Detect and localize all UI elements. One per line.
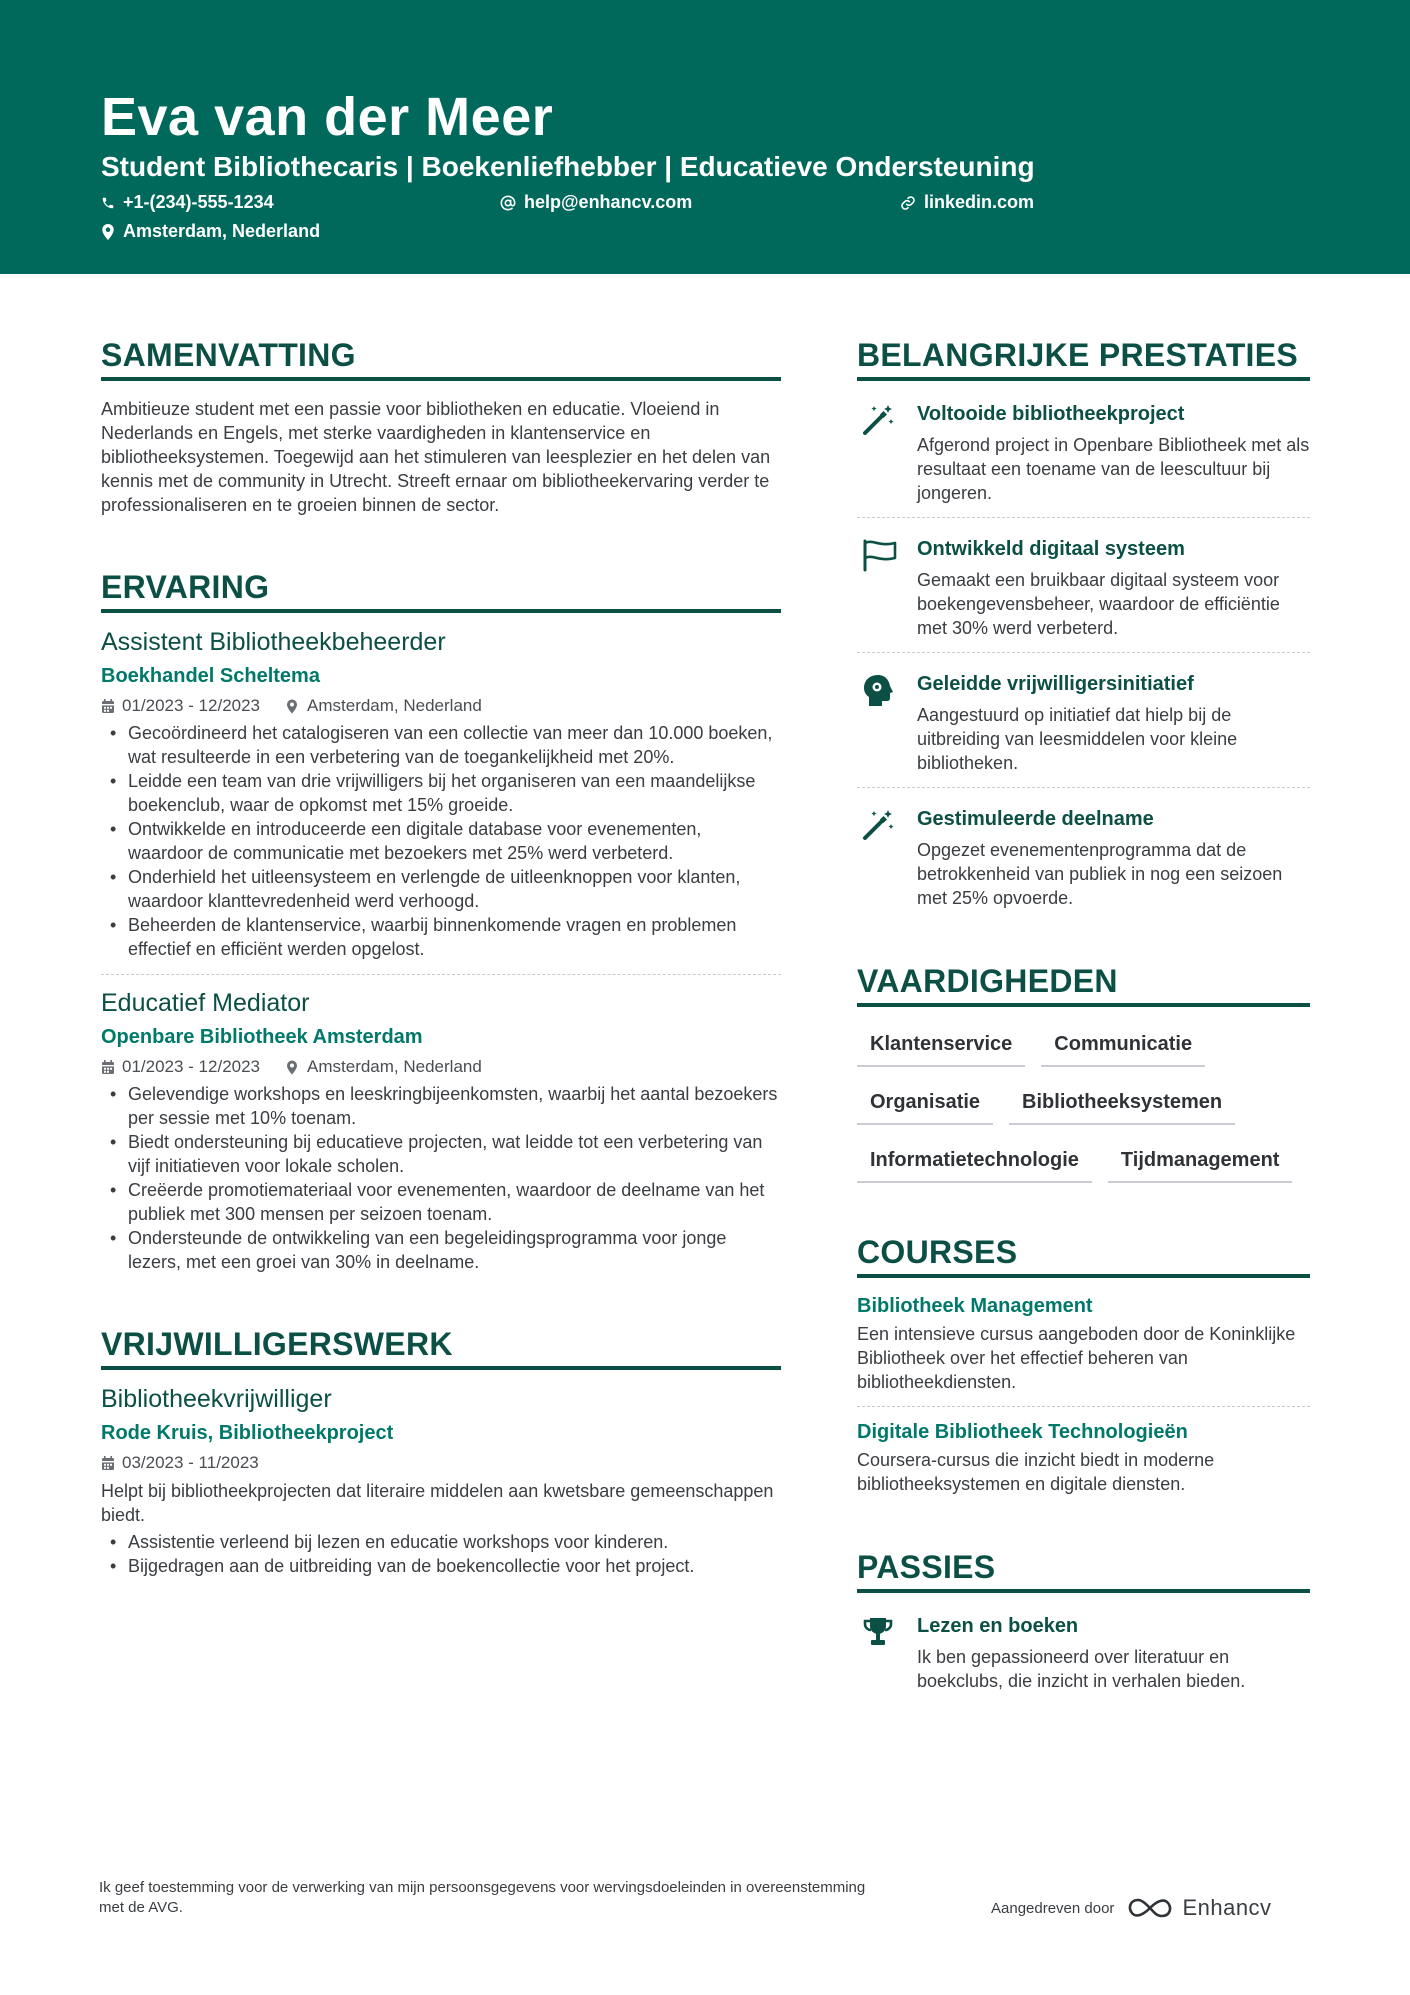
job-bullets bbox=[101, 721, 781, 961]
entry-divider bbox=[101, 974, 781, 975]
volunteer-org: Rode Kruis, Bibliotheekproject bbox=[101, 1422, 394, 1444]
job-title: Assistent Bibliotheekbeheerder bbox=[101, 628, 446, 656]
achievement-desc: Gemaakt een bruikbaar digitaal systeem voor boekengevensbeheer, waardoor de efficiëntie met 30% werd verbeterd. bbox=[917, 570, 1280, 638]
linkedin-link[interactable]: linkedin.com bbox=[924, 192, 1035, 212]
course-desc: Een intensieve cursus aangeboden door de Koninklijke Bibliotheek over het effectief beheren van bibliotheekdiensten. bbox=[857, 1324, 1296, 1392]
achievement-desc: Opgezet evenementenprogramma dat de betrokkenheid van publiek in nog een seizoen met 25% opvoerde. bbox=[917, 840, 1283, 908]
experience-entry bbox=[101, 988, 781, 1274]
bullet-item: • Assistentie verleend bij lezen en educatie workshops voor kinderen. bbox=[101, 1530, 781, 1554]
company-name: Boekhandel Scheltema bbox=[101, 665, 320, 687]
location-pin-icon bbox=[286, 699, 298, 714]
volunteer-meta bbox=[101, 1452, 781, 1474]
contact-location bbox=[101, 221, 320, 242]
head-idea-icon bbox=[861, 673, 895, 709]
achievement-title: Gestimuleerde deelname bbox=[917, 808, 1154, 830]
course-title: Bibliotheek Management bbox=[857, 1295, 1093, 1317]
achievement-item bbox=[857, 536, 1310, 640]
at-sign-icon bbox=[500, 195, 516, 211]
bullet-item: • Gecoördineerd het catalogiseren van een collectie van meer dan 10.000 boeken, wat resulteerde in een verbetering van de toegankelijkheid met 20%. bbox=[101, 721, 781, 769]
volunteer-heading: VRIJWILLIGERSWERK bbox=[101, 1325, 781, 1370]
bullet-item: • Gelevendige workshops en leeskringbijeenkomsten, waarbij het aantal bezoekers per sessie met 10% toenam. bbox=[101, 1082, 781, 1130]
job-meta bbox=[101, 695, 781, 717]
calendar-icon bbox=[101, 699, 115, 714]
bullet-item: • Ontwikkelde en introduceerde een digitale database voor evenementen, waardoor de communicatie met bezoekers met 25% werd verbeterd. bbox=[101, 817, 781, 865]
magic-wand-icon bbox=[861, 808, 895, 842]
achievement-item bbox=[857, 671, 1310, 775]
brand-name: Enhancv bbox=[1182, 1895, 1272, 1920]
flag-icon bbox=[861, 538, 899, 572]
calendar-icon bbox=[101, 1060, 115, 1075]
skill-tag: Organisatie bbox=[857, 1090, 993, 1125]
course-desc: Coursera-cursus die inzicht biedt in moderne bibliotheeksystemen en digitale diensten. bbox=[857, 1450, 1215, 1494]
job-dates: 01/2023 - 12/2023 bbox=[122, 696, 261, 715]
volunteer-dates: 03/2023 - 11/2023 bbox=[122, 1453, 259, 1472]
passion-desc: Ik ben gepassioneerd over literatuur en boekclubs, die inzicht in verhalen bieden. bbox=[917, 1647, 1246, 1691]
summary-text: Ambitieuze student met een passie voor bibliotheken en educatie. Vloeiend in Nederlands en Engels, met sterke vaardigheden in klantenservice en bibliotheeksystemen. Toegewijd aan het stimuleren van leesplezier en het delen van kennis met de community in Utrecht. Streeft ernaar om bibliotheekervaring verder te professionaliseren en te groeien binnen de sector. bbox=[101, 399, 771, 515]
phone-icon bbox=[101, 196, 115, 210]
skill-tag: Informatietechnologie bbox=[857, 1148, 1092, 1183]
entry-divider bbox=[857, 1406, 1310, 1407]
job-dates: 01/2023 - 12/2023 bbox=[122, 1057, 261, 1076]
consent-text: Ik geef toestemming voor de verwerking van mijn persoonsgegevens voor wervingsdoeleinden in overeenstemming met de AVG. bbox=[99, 1879, 866, 1916]
contact-email[interactable] bbox=[500, 192, 692, 213]
courses-heading: COURSES bbox=[857, 1233, 1310, 1278]
volunteer-bullets bbox=[101, 1530, 781, 1578]
job-bullets bbox=[101, 1082, 781, 1274]
skill-tag: Bibliotheeksystemen bbox=[1009, 1090, 1235, 1125]
location-pin-icon bbox=[101, 224, 115, 240]
magic-wand-icon bbox=[861, 403, 895, 437]
bullet-item: • Bijgedragen aan de uitbreiding van de boekencollectie voor het project. bbox=[101, 1554, 781, 1578]
achievement-title: Geleidde vrijwilligersinitiatief bbox=[917, 673, 1194, 695]
calendar-icon bbox=[101, 1456, 115, 1471]
passions-heading: PASSIES bbox=[857, 1548, 1310, 1593]
course-title: Digitale Bibliotheek Technologieën bbox=[857, 1421, 1188, 1443]
achievement-item bbox=[857, 806, 1310, 910]
skill-tag: Klantenservice bbox=[857, 1032, 1025, 1067]
achievement-title: Voltooide bibliotheekproject bbox=[917, 403, 1185, 425]
achievement-item bbox=[857, 401, 1310, 505]
entry-divider bbox=[857, 787, 1310, 788]
passion-item bbox=[857, 1613, 1310, 1693]
right-column bbox=[857, 336, 1310, 1693]
location-text: Amsterdam, Nederland bbox=[123, 221, 321, 241]
skills-heading: VAARDIGHEDEN bbox=[857, 962, 1310, 1007]
skill-tag: Tijdmanagement bbox=[1108, 1148, 1293, 1183]
bullet-item: • Ondersteunde de ontwikkeling van een begeleidingsprogramma voor jonge lezers, met een groei van 30% in deelname. bbox=[101, 1226, 781, 1274]
powered-by bbox=[991, 1895, 1272, 1921]
left-column bbox=[101, 336, 781, 1578]
volunteer-description: Helpt bij bibliotheekprojecten dat literaire middelen aan kwetsbare gemeenschappen biedt. bbox=[101, 1481, 774, 1525]
powered-by-label: Aangedreven door bbox=[991, 1899, 1115, 1917]
volunteer-role: Bibliotheekvrijwilliger bbox=[101, 1385, 332, 1413]
job-title: Educatief Mediator bbox=[101, 989, 310, 1017]
bullet-item: • Creëerde promotiemateriaal voor evenementen, waardoor de deelname van het publiek met 300 mensen per seizoen toenam. bbox=[101, 1178, 781, 1226]
resume-header bbox=[0, 0, 1410, 274]
link-icon bbox=[900, 195, 916, 211]
experience-heading: ERVARING bbox=[101, 568, 781, 613]
achievements-heading: BELANGRIJKE PRESTATIES bbox=[857, 336, 1310, 381]
company-name: Openbare Bibliotheek Amsterdam bbox=[101, 1026, 423, 1048]
contact-phone bbox=[101, 192, 274, 213]
bullet-item: • Onderhield het uitleensysteem en verlengde de uitleenknoppen voor klanten, waardoor klanttevredenheid werd verhoogd. bbox=[101, 865, 781, 913]
bullet-item: • Leidde een team van drie vrijwilligers bij het organiseren van een maandelijkse boekenclub, waar de opkomst met 15% groeide. bbox=[101, 769, 781, 817]
course-item bbox=[857, 1420, 1310, 1496]
bullet-item: • Beheerden de klantenservice, waarbij binnenkomende vragen en problemen effectief en efficiënt werden opgelost. bbox=[101, 913, 781, 961]
volunteer-entry bbox=[101, 1384, 781, 1578]
job-meta bbox=[101, 1056, 781, 1078]
location-pin-icon bbox=[286, 1060, 298, 1075]
phone-text: +1-(234)-555-1234 bbox=[123, 192, 274, 212]
trophy-icon bbox=[861, 1615, 895, 1649]
candidate-name: Eva van der Meer bbox=[101, 87, 554, 147]
passion-title: Lezen en boeken bbox=[917, 1615, 1079, 1637]
job-location: Amsterdam, Nederland bbox=[307, 696, 482, 715]
enhancv-logo-icon bbox=[1126, 1896, 1174, 1920]
achievement-desc: Afgerond project in Openbare Bibliotheek met als resultaat een toename van de leescultuur bij jongeren. bbox=[917, 435, 1310, 503]
summary-heading: SAMENVATTING bbox=[101, 336, 781, 381]
entry-divider bbox=[857, 517, 1310, 518]
experience-entry bbox=[101, 627, 781, 961]
course-item bbox=[857, 1294, 1310, 1394]
achievement-desc: Aangestuurd op initiatief dat hielp bij de uitbreiding van leesmiddelen voor kleine bibliotheken. bbox=[917, 705, 1238, 773]
job-location: Amsterdam, Nederland bbox=[307, 1057, 482, 1076]
email-link[interactable]: help@enhancv.com bbox=[524, 192, 693, 212]
contact-linkedin[interactable] bbox=[900, 192, 1034, 213]
skills-list bbox=[857, 1032, 1310, 1206]
candidate-subtitle: Student Bibliothecaris | Boekenliefhebber | Educatieve Ondersteuning bbox=[101, 151, 1035, 182]
bullet-item: • Biedt ondersteuning bij educatieve projecten, wat leidde tot een verbetering van vijf initiatieven voor lokale scholen. bbox=[101, 1130, 781, 1178]
achievement-title: Ontwikkeld digitaal systeem bbox=[917, 538, 1185, 560]
entry-divider bbox=[857, 652, 1310, 653]
skill-tag: Communicatie bbox=[1041, 1032, 1205, 1067]
